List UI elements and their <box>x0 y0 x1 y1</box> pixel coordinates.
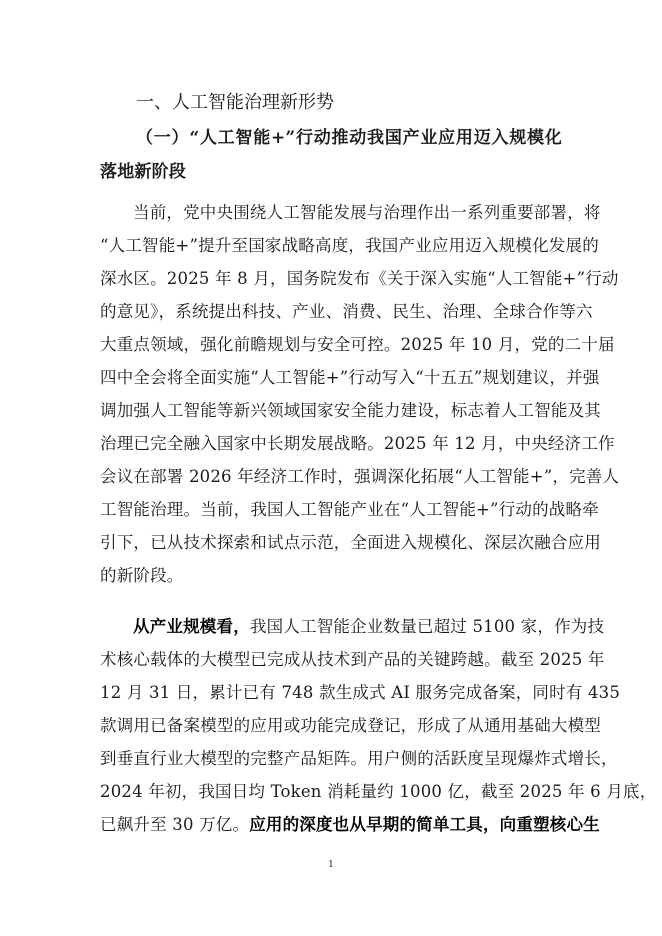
paragraph-1-line: 引下，已从技术探索和试点示范，全面进入规模化、深层次融合应用 <box>100 533 601 552</box>
paragraph-1-line: 会议在部署 2026 年经济工作时，强调深化拓展“人工智能+”，完善人 <box>100 467 620 486</box>
subsection-heading-line-2: 落地新阶段 <box>100 162 186 182</box>
section-heading: 一、人工智能治理新形势 <box>136 92 334 113</box>
paragraph-1-line: 治理已完全融入国家中长期发展战略。2025 年 12 月，中央经济工作 <box>100 434 615 453</box>
paragraph-1-line: 的新阶段。 <box>100 566 184 585</box>
paragraph-2-first-line-rest: 我国人工智能企业数量已超过 5100 家，作为技 <box>249 617 605 636</box>
paragraph-1-line: 工智能治理。当前，我国人工智能产业在“人工智能+”行动的战略牵 <box>100 500 599 519</box>
paragraph-2-line: 术核心载体的大模型已完成从技术到产品的关键跨越。截至 2025 年 <box>100 650 605 669</box>
paragraph-2-lead: 从产业规模看， <box>133 617 250 636</box>
paragraph-2-line: 2024 年初，我国日均 Token 消耗量约 1000 亿，截至 2025 年 6 月底， <box>100 782 657 801</box>
paragraph-1-line: “人工智能+”提升至国家战略高度，我国产业应用迈入规模化发展的 <box>100 236 599 255</box>
paragraph-1-line: 调加强人工智能等新兴领域国家安全能力建设，标志着人工智能及其 <box>100 401 601 420</box>
paragraph-2-line <box>100 815 600 835</box>
paragraph-1-line: 四中全会将全面实施“人工智能+”行动写入“十五五”规划建议，并强 <box>100 368 600 387</box>
paragraph-1-line: 的意见》，系统提出科技、产业、消费、民生、治理、全球合作等六 <box>100 302 593 321</box>
page-number: 1 <box>328 860 334 870</box>
paragraph-2-last-line-bold: 应用的深度也从早期的简单工具，向重塑核心生 <box>249 815 600 834</box>
paragraph-1-line: 深水区。2025 年 8 月，国务院发布《关于深入实施“人工智能+”行动 <box>100 269 619 288</box>
paragraph-2-line: 款调用已备案模型的应用或功能完成登记，形成了从通用基础大模型 <box>100 716 601 735</box>
paragraph-2-line <box>133 617 605 637</box>
paragraph-2-line: 到垂直行业大模型的完整产品矩阵。用户侧的活跃度呈现爆炸式增长， <box>100 749 618 768</box>
subsection-heading-line-1: （一）“人工智能+”行动推动我国产业应用迈入规模化 <box>136 128 562 148</box>
paragraph-2-line: 12 月 31 日，累计已有 748 款生成式 AI 服务完成备案，同时有 435 <box>100 683 621 702</box>
paragraph-2-last-line-normal: 已飙升至 30 万亿。 <box>100 815 250 834</box>
paragraph-1-line: 大重点领域，强化前瞻规划与安全可控。2025 年 10 月，党的二十届 <box>100 335 615 354</box>
paragraph-1-line: 当前，党中央围绕人工智能发展与治理作出一系列重要部署，将 <box>133 203 601 222</box>
